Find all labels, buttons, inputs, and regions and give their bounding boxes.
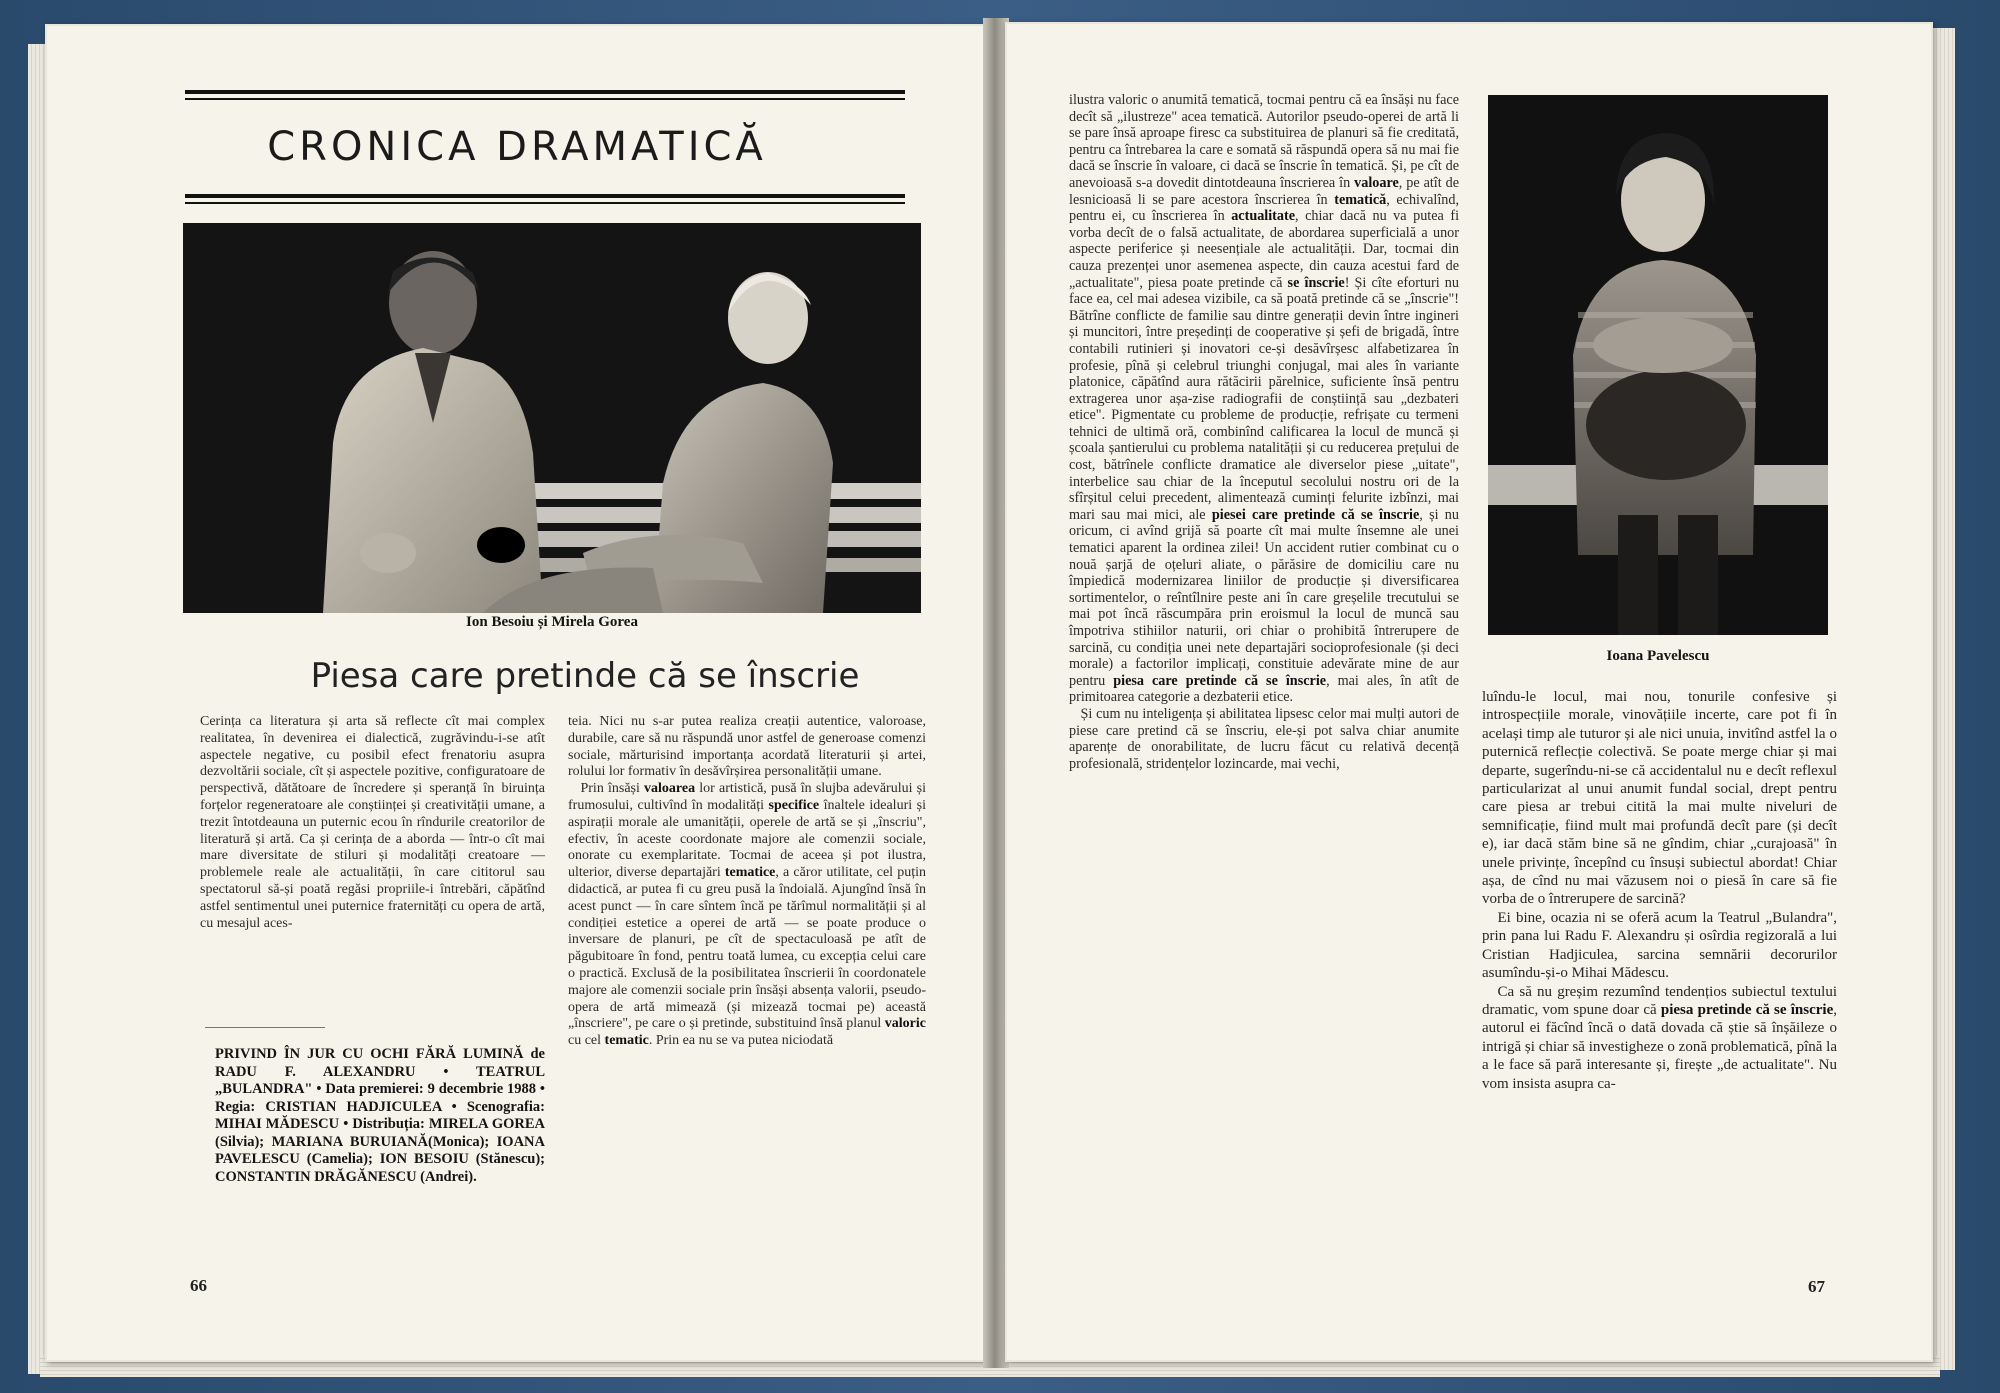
colA-bold: se înscrie (1287, 274, 1345, 291)
colB-paragraph-2: Ei bine, ocazia ni se oferă acum la Teatrul „Bulandra", prin pana lui Radu F. Alexandru și osîrdia regizorală a lui Cristian Hadjiculea, sarcina semnării decorurilor asumîndu-și-o Mihai Mădescu. (1482, 909, 1838, 982)
stage-photo-pavelescu (1488, 95, 1828, 635)
colB-text: , autorul ei făcînd încă o dată dovada că știe să înșăileze o intrigă și chiar să investigheze o zonă problematică, pînă la a le face să pară interesante și, firește „de actualitate". Nu vom insista asupra ca- (1482, 1001, 1837, 1092)
col2-bold: specifice (768, 797, 820, 813)
stage-photo-besoiu-gorea (183, 223, 921, 613)
article-title: Piesa care pretinde că se înscrie (310, 656, 860, 696)
col2-bold: valoric (884, 1016, 926, 1032)
article-column-2 (568, 714, 926, 1050)
colA-bold: tematică (1334, 191, 1387, 208)
bottom-rule-thin (185, 202, 905, 204)
section-title: CRONICA DRAMATICĂ (267, 124, 767, 170)
page-number-left: 66 (190, 1276, 207, 1295)
col2-text: cu cel (568, 1033, 605, 1049)
colA-text: , și nu oricum, ci avînd grijă să poarte cît mai multe însemne ale unei tematici aparent la ordinea zilei! Un accident rutier combinat cu o nouă șarjă de oțeluri aliate, o părăsire de domiciliu care nu împiedică modernizarea liniilor de producție și diversificarea sortimentelor, o reîntîlnire peste ani în care greșelile trecutului se mai pot încă răscumpăra prin eroismul la locul de muncă sau împotriva stihiilor naturii, ori chiar o prohibită întrerupere de sarcină, cu condiția unei nete departajări socioprofesionale (și deci morale) a factorilor implicați, constituie adevărate mine de aur pentru (1069, 506, 1459, 689)
col2-bold: valoarea (644, 781, 696, 797)
top-rule-thick (185, 90, 905, 94)
colA-bold: valoare (1354, 174, 1399, 191)
col2-text: lor artistică, pusă în slujba adevărului și frumosului, cultivînd în modalități (568, 781, 926, 813)
colA-paragraph-2: Și cum nu inteligența și abilitatea lipsesc celor mai mulți autori de piese care pretind că se înscriu, ele-și pot salva chiar anumite aparențe de onorabilitate, de lucru făcut cu relativă decență profesională, stridențelor lozincarde, mai vechi, (1069, 705, 1460, 772)
colA-text: , echivalînd, pentru ei, cu înscrierea în (1069, 191, 1460, 225)
page-number-right: 67 (1808, 1277, 1825, 1296)
production-credits: PRIVIND ÎN JUR CU OCHI FĂRĂ LUMINĂ de RADU F. ALEXANDRU • TEATRUL „BULANDRA" • Data premierei: 9 decembrie 1988 • Regia: CRISTIAN HADJICULEA • Scenografia: MIHAI MĂDESCU • Distribuția: MIRELA GOREA (Silvia); MARIANA BURUIANĂ(Monica); IOANA PAVELESCU (Camelia); ION BESOIU (Stănescu); CONSTANTIN DRĂGĂNESCU (Andrei). (215, 1046, 545, 1185)
colA-bold: piesa care pretinde că se înscrie (1113, 672, 1327, 689)
colB-bold: piesa pretinde că se înscrie (1660, 1001, 1834, 1018)
col2-bold: tematic (604, 1033, 649, 1049)
credits-separator (205, 1027, 325, 1028)
photo-caption-left: Ion Besoiu și Mirela Gorea (466, 614, 638, 630)
col2-bold: tematice (724, 865, 776, 881)
colA-text: , pe atît de lesnicioasă li se pare acestora înscrierea în (1069, 174, 1460, 208)
top-rule-thin (185, 98, 905, 100)
colB-text: Ca să nu greșim rezumînd tendențios subiectul textului dramatic, vom spune doar că (1482, 983, 1837, 1018)
col2-text: Prin însăși (580, 781, 645, 797)
col2-text: , a căror utilitate, cel puțin didactică, ar putea fi cu greu pusă la îndoială. Ajungînd însă în acest punct — în care sîntem încă pe tărîmul normalității și al condiției estetice a operei de artă — se poate produce o inversare de planuri, pe cît de spectaculoasă pe atît de păgubitoare în fond, pentru toată lumea, cu excepția celui care o practică. Exclusă de la posibilitatea înscrierii în coordonatele majore ale comenzii sociale prin însăși absența valorii, pseudo-opera de artă mimează (și mizează tocmai pe) această „înscriere", pe care o și pretinde, substituind însă planul (568, 865, 926, 1032)
colA-text: ilustra valoric o anumită tematică, tocmai pentru că ea însăși nu face decît să „ilustreze" acea tematică. Autorilor pseudo-operei de artă li se pare însă aproape firesc ca substituirea de planuri să fie creditată, pentru ca întrebarea la care e somată să răspundă opera să nu mai fie dacă se înscrie în valoare, ci dacă se înscrie în tematică. Și, pe cît de anevoioasă s-a dovedit dintotdeauna înscrierea în (1069, 92, 1459, 191)
colA-bold: piesei care pretinde că se înscrie (1211, 506, 1420, 523)
left-page (45, 24, 989, 1362)
article-column-1: Cerința ca literatura și arta să reflecte cît mai complex realitatea, în devenirea ei dialectică, zugrăvindu-i-se atît aspectele negative, cu posibil efect frenatoriu asupra dezvoltării sociale, cît și aspectele pozitive, configuratoare de perspectivă, dătătoare de încredere și speranță în biruința forțelor regeneratoare ale conștiinței și creativității umane, a trezit întotdeauna un puternic ecou în rîndurile creatorilor de literatură și artă. Ca și cerința de a aborda — într-o cît mai mare diversitate de stiluri și modalități creatoare — problemele reale ale actualității, în care cititorul sau spectatorul să-și poată regăsi propriile-i întrebări, căpătînd astfel sentimentul unei puternice fraternități cu opera de artă, cu mesajul aces- (200, 714, 545, 931)
photo-caption-right: Ioana Pavelescu (1606, 648, 1710, 664)
stage-photo-illustration (1488, 95, 1828, 635)
colA-text: , chiar dacă nu va putea fi vorba decît de o falsă actualitate, de abordarea superficială a unor aspecte periferice și neesențiale ale actualității. Dar, tocmai din cauza prezenței unor asemenea aspecte, din cauza acestui fard de „actualitate", piesa poate pretinde că (1069, 208, 1460, 291)
col2-text: înaltele idealuri și aspirații morale ale umanității, operele de artă se și „înscriu", efectiv, în aceste coordonate majore ale comenzii sociale, onorate cu exemplaritate. Tocmai de aceea și pot ilustra, ulterior, diverse departajări (568, 797, 927, 881)
bottom-rule-thick (185, 194, 905, 198)
colA-text: , mai ales, în atît de primitoarea categorie a dezbaterii etice. (1069, 672, 1460, 706)
article-column-3 (1069, 92, 1459, 772)
article-column-4 (1482, 688, 1837, 1093)
col2-paragraph-1: teia. Nici nu s-ar putea realiza creații autentice, valoroase, durabile, care să nu răspundă unor astfel de generoase comenzi sociale, mărturisind importanța acordată literaturii și artei, rolului lor formativ în desăvîrșirea personalității umane. (568, 714, 926, 780)
colA-bold: actualitate (1231, 208, 1296, 225)
right-page (1005, 22, 1933, 1362)
col2-text: . Prin ea nu se va putea niciodată (648, 1033, 834, 1049)
stage-photo-illustration (183, 223, 921, 613)
colA-text: ! Și cîte eforturi nu face ea, cel mai adesea vizibile, ca să poată pretinde că se „înscrie"! Bătrîne conflicte de familie sau dintre generații devin între ingineri și muncitori, între președinți de cooperative și șefi de brigadă, între contabili rutinieri și inovatori ce-și desăvîrșesc alfabetizarea în profesie, pînă și celebrul triunghi conjugal, mai ales în variante platonice, căpătînd aura rătăcirii părelnice, suficiente însă pentru extragerea unor așa-zise radiografii de conștiință sau „dezbateri etice". Pigmentate cu probleme de producție, refrișate cu termeni tehnici de ultimă oră, combinînd calificarea la locul de muncă și școala șantierului cu problema natalității și cu reducerea prețului de cost, bătrînele conflicte dramatice ale diverselor piese „uitate", interbelice sau chiar de la începutul secolului nostru ori de la sfîrșitul celui precedent, alimentează cuminți felurite izbînzi, mai mari sau mai mici, ale (1069, 274, 1459, 523)
colB-paragraph-1: luîndu-le locul, mai nou, tonurile confesive și introspecțiile morale, vinovățiile incerte, care pot fi în același timp ale tuturor și ale nici unuia, invitînd astfel la o puternică reflecție colectivă. Se poate merge chiar și mai departe, sugerîndu-ni-se că accidentalul nu e decît reflexul particularizat al unui anumit fundal social, drept pentru care piesa ar trebui citită la mai multe niveluri de semnificație, fiind mult mai profundă decît pare (și decît e), iar dacă stăm bine să ne gîndim, chiar „curajoasă" în unele privințe, începînd cu însuși subiectul abordat! Chiar așa, de cînd nu mai văzusem noi o piesă în care să fie vorba de o întrerupere de sarcină? (1482, 689, 1837, 908)
